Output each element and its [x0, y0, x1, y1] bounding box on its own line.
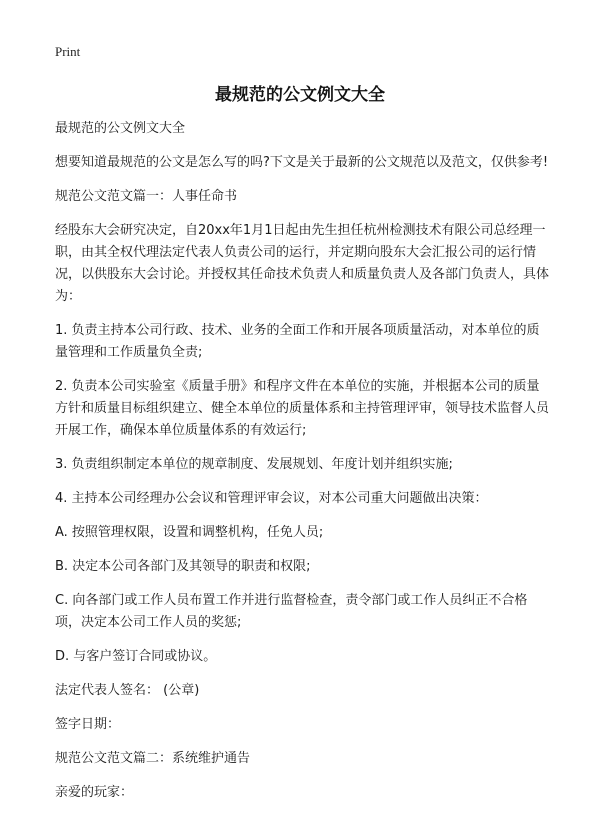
sub-item-a: A. 按照管理权限，设置和调整机构，任免人员; [55, 525, 324, 540]
list-item-2: 2. 负责本公司实验室《质量手册》和程序文件在本单位的实施，并根据本公司的质量方针和质量目标组织建立、健全本单位的质量体系和主持管理评审，领导技术监督人员开展工作，确保本单位质量体系的有效运行; [55, 379, 550, 438]
section-heading-2: 规范公文范文篇二：系统维护通告 [55, 751, 251, 766]
list-item-4: 4. 主持本公司经理办公会议和管理评审会议，对本公司重大问题做出决策： [55, 491, 488, 506]
signature-line: 法定代表人签名： (公章) [55, 683, 200, 698]
sub-item-d: D. 与客户签订合同或协议。 [55, 649, 217, 664]
section-heading-1: 规范公文范文篇一：人事任命书 [55, 189, 238, 204]
intro-heading: 最规范的公文例文大全 [55, 121, 186, 136]
document-body [55, 118, 550, 816]
sub-item-b: B. 决定本公司各部门及其领导的职责和权限; [55, 559, 311, 574]
date-line: 签字日期： [55, 717, 121, 732]
intro-text: 想要知道最规范的公文是怎么写的吗?下文是关于最新的公文规范以及范文，仅供参考! [55, 155, 549, 170]
page-title: 最规范的公文例文大全 [215, 85, 385, 105]
greeting-line: 亲爱的玩家： [55, 785, 134, 800]
list-item-3: 3. 负责组织制定本单位的规章制度、发展规划、年度计划并组织实施; [55, 457, 453, 472]
list-item-1: 1. 负责主持本公司行政、技术、业务的全面工作和开展各项质量活动，对本单位的质量管理和工作质量负全责; [55, 323, 540, 360]
sub-item-c: C. 向各部门或工作人员布置工作并进行监督检查，责令部门或工作人员纠正不合格项，决定本公司工作人员的奖惩; [55, 593, 528, 630]
print-label[interactable]: Print [55, 44, 81, 59]
appointment-paragraph: 经股东大会研究决定，自20xx年1月1日起由先生担任杭州检测技术有限公司总经理一职，由其全权代理法定代表人负责公司的运行，并定期向股东大会汇报公司的运行情况，以供股东大会讨论。并授权其任命技术负责人和质量负责人及各部门负责人，具体为： [55, 223, 550, 304]
